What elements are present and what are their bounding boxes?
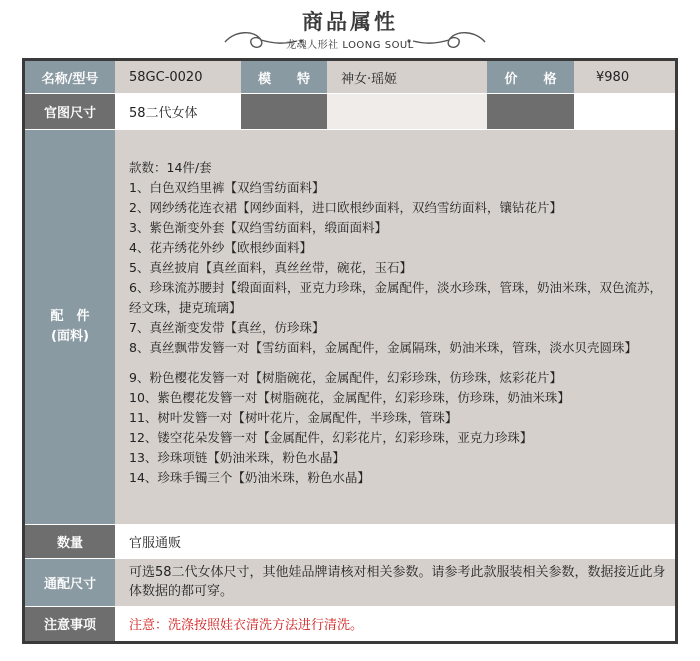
list-item: 12、镂空花朵发簪一对【金属配件，幻彩花片，幻彩珍珠，亚克力珍珠】: [129, 430, 533, 445]
empty-cell: [487, 93, 574, 129]
fit-label: 通配尺寸: [25, 558, 115, 606]
pieces-list: [115, 129, 675, 524]
fit-value: 可选58二代女体尺寸，其他娃品牌请核对相关参数。请参考此款服装相关参数，数据接近此身体数据的都可穿。: [115, 558, 675, 606]
name-label: 名称/型号: [25, 61, 115, 93]
brand-name: 龙魂人形社 LOONG SOUL: [286, 40, 414, 51]
list-item: 9、粉色樱花发簪一对【树脂碗花，金属配件，幻彩珍珠，仿珍珠，炫彩花片】: [129, 370, 562, 385]
quantity-label: 数量: [25, 524, 115, 558]
list-item: 14、珍珠手镯三个【奶油米珠，粉色水晶】: [129, 470, 370, 485]
name-value: 58GC-0020: [115, 61, 241, 93]
list-item: 8、真丝飘带发簪一对【雪纺面料，金属配件，金属隔珠，奶油米珠，管珠，淡水贝壳圆珠】: [129, 340, 637, 355]
attribute-table: [22, 58, 678, 644]
list-item: 10、紫色樱花发簪一对【树脂碗花，金属配件，幻彩珍珠，仿珍珠，奶油米珠】: [129, 390, 570, 405]
notice-label: 注意事项: [25, 606, 115, 641]
page-title: 商品属性: [302, 10, 398, 34]
pieces-count: 款数：14件/套: [129, 160, 212, 175]
list-item: 7、真丝渐变发带【真丝，仿珍珠】: [129, 320, 325, 335]
header: [0, 0, 700, 58]
size-value: 58二代女体: [115, 93, 241, 129]
list-item: 13、珍珠项链【奶油米珠，粉色水晶】: [129, 450, 345, 465]
list-item: 1、白色双绉里裤【双绉雪纺面料】: [129, 180, 325, 195]
size-label: 官图尺寸: [25, 93, 115, 129]
notice-value: 注意：洗涤按照娃衣清洗方法进行清洗。: [115, 606, 675, 641]
list-item: 4、花卉绣花外纱【欧根纱面料】: [129, 240, 312, 255]
quantity-value: 官服通贩: [115, 524, 675, 558]
list-item: 2、网纱绣花连衣裙【网纱面料，进口欧根纱面料，双绉雪纺面料，镶钻花片】: [129, 200, 562, 215]
list-item: 5、真丝披肩【真丝面料，真丝丝带，碗花，玉石】: [129, 260, 412, 275]
pieces-label-bottom: (面料): [51, 328, 89, 344]
list-item: 6、珍珠流苏腰封【缎面面料，亚克力珍珠，金属配件，淡水珍珠，管珠，奶油米珠，双色流苏，经文珠，捷克琉璃】: [129, 280, 662, 315]
model-label: 模 特: [241, 61, 327, 93]
pieces-label-top: 配 件: [50, 308, 90, 324]
empty-cell: [327, 93, 487, 129]
empty-cell: [574, 93, 675, 129]
empty-cell: [241, 93, 327, 129]
list-item: 11、树叶发簪一对【树叶花片，金属配件，半珍珠，管珠】: [129, 410, 458, 425]
list-item: 3、紫色渐变外套【双绉雪纺面料，缎面面料】: [129, 220, 387, 235]
model-value: 神女·瑶姬: [327, 61, 487, 93]
price-value: ¥980: [574, 61, 675, 93]
price-label: 价 格: [487, 61, 574, 93]
pieces-label: [25, 129, 115, 524]
